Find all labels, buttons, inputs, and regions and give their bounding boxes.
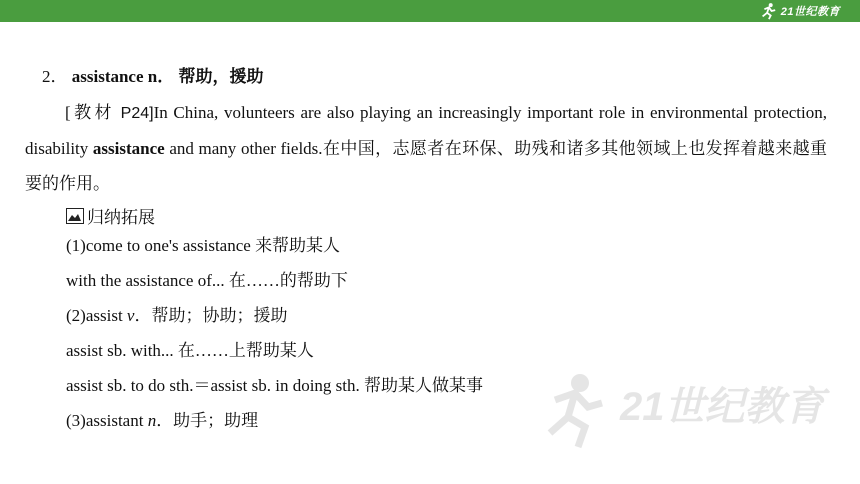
example-text-after: and many other fields.: [164, 139, 323, 158]
list-item: with the assistance of... 在……的帮助下: [66, 271, 348, 290]
summary-list: [66, 234, 483, 444]
list-item: (1)come to one's assistance 来帮助某人: [66, 236, 341, 255]
watermark-logo-icon: [540, 365, 825, 455]
example-translation: 在中国，志愿者在环保、助残和诸多其他领域上也发挥着越来越重要的作用。: [25, 139, 827, 193]
list-item: (2)assist v．帮助；协助；援助: [66, 306, 288, 325]
entry-word: assistance n．: [71, 67, 175, 86]
source-page: P24]: [120, 105, 154, 122]
example-highlight: assistance: [92, 139, 165, 158]
top-banner: [0, 0, 860, 22]
brand-logo: [759, 1, 840, 21]
source-label: [教材: [65, 103, 115, 122]
runner-logo-icon: [759, 2, 777, 20]
example-paragraph: [25, 95, 827, 201]
list-item: assist sb. to do sth.＝assist sb. in doing sth. 帮助某人做某事: [66, 376, 484, 395]
list-item: (3)assistant n．助手；助理: [66, 411, 259, 430]
entry-meaning: 帮助，援助: [178, 67, 264, 86]
summary-title: 归纳拓展: [87, 208, 155, 227]
logo-text: 21世纪教育: [780, 6, 840, 18]
watermark: [540, 365, 825, 460]
entry-heading: [42, 62, 263, 87]
summary-heading: [66, 203, 155, 228]
picture-icon: [66, 208, 84, 224]
list-item: assist sb. with... 在……上帮助某人: [66, 341, 314, 360]
entry-number: 2．: [42, 67, 68, 86]
svg-text:21世纪教育: 21世纪教育: [620, 385, 825, 429]
example-text-before: In China, volunteers are also playing an increasingly important role in environmental protection, disability: [25, 103, 827, 158]
